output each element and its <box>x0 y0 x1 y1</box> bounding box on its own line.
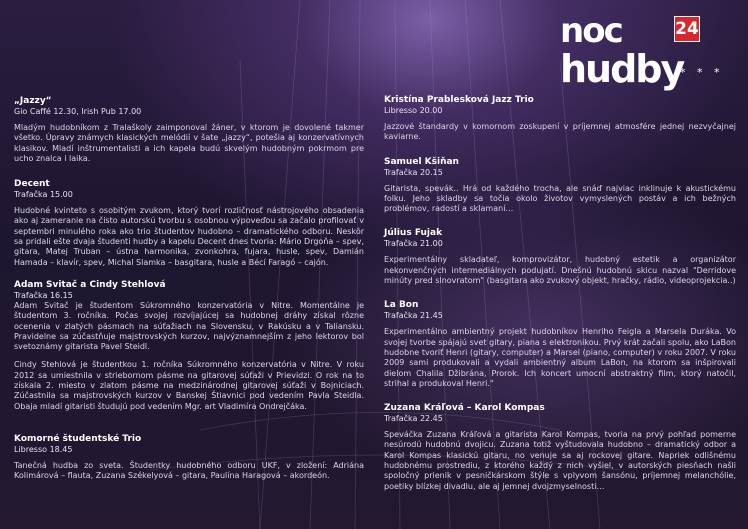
event-adam-svitac-cindy-stehlova <box>14 280 364 412</box>
event-venue-time: Libresso 20.00 <box>384 106 443 115</box>
event-description: Gitarista, spevák.. Hrá od každého trocha, ale snáď najviac inklinuje k akustickému folku. Jeho skladby sa točia okolo životov vymyslených postáv a ich bežných problémov, radostí a sklamaní… <box>384 183 736 214</box>
event-venue-time: Trafačka 15.00 <box>14 190 73 200</box>
right-program-column <box>384 95 736 492</box>
event-la-bon <box>384 300 736 389</box>
event-description: Mladým hudobníkom z Tralaškoly zaimponoval žáner, v ktorom je dovolené takmer všetko. Úpravy známych klasických melódií v šate „jazzy“, potešia aj konzervatívnych klasikov. Mladí inštrumentalisti a ich kapela budú skvelým hudobným pokrmom pre ucho znalca i laika. <box>14 123 364 163</box>
noc-hudby-logo <box>560 12 740 92</box>
event-description: Experimentálno ambientný projekt hudobníkov Henriho Feigla a Marsela Duráka. Vo svojej tvorbe spájajú svet gitary, piana s elektronikou. Prvý krát začali spolu, ako LaBon hudobne tvoriť Henri (gitary, computer) a Marsel (piano, computer) v roku 2007. V roku 2009 sami produkovali a vydali ambientný album LaBon, na ktorom sa inšpirovali dielom Chalila Džibrána, Prorok. Ich koncert umocní abstraktný film, ktorý natočil, strihal a produkoval Henri." <box>384 327 736 388</box>
event-description-2: Cindy Stehlová je študentkou 1. ročníka Súkromného konzervatória v Nitre. V roku 2012 sa umiestnila v striebornom pásme na gitarovej súťaži v Prievidzi. O rok na to získala 2. miesto v zlatom pásme na medzinárodnej gitarovej súťaži v Bojniciach. Zúčastnila sa majstrovských kurzov v Banskej Štiavnici pod vedením Pavla Steidla. Obaja mladí gitaristi študujú pod vedením Mgr. art Vladimíra Ondrejčáka. <box>14 360 364 411</box>
event-description: Hudobné kvinteto s osobitým zvukom, ktorý tvorí rozličnosť nástrojového obsadenia ako aj zameranie na čisto autorskú tvorbu s osobnou výpoveďou sa začalo profilovať v septembri minulého roka ako trio študentov hudobno – dramatického odboru. Neskôr sa pridali ešte dvaja študenti hudby a kapelu Decent dnes tvoria: Mário Drgoňa – spev, gitara, Matej Truban – ústna harmonika, zvonkohra, fujara, husle, spev, Damián Hamada – klavír, spev, Michal Slamka – basgitara, husle a Bécí Faragó – cajón. <box>14 206 364 267</box>
event-venue-time: Trafačka 22.45 <box>384 414 443 424</box>
left-program-column <box>14 96 364 482</box>
event-description: Adam Svitač je študentom Súkromného konzervatória v Nitre. Momentálne je študentom 3. ročníka. Počas svojej rozvíjajúcej sa hudobnej dráhy získal rôzne ocenenia v zlatých pásmach na súťažiach na Slovensku, v Rakúsku a v Taliansku. Pravidelne sa zúčastňuje majstrovských kurzov, najvýznamnejším z jeho lektorov bol svetoznámy gitarista Pavel Steidl. <box>14 300 364 352</box>
logo-word-hudby: hudby <box>560 47 684 91</box>
event-julius-fujak <box>384 228 736 286</box>
logo-word-noc: noc <box>560 11 622 51</box>
event-zuzana-kralova-karol-kompas <box>384 403 736 492</box>
event-venue-time: Gio Caffé 12.30, Irish Pub 17.00 <box>14 107 142 116</box>
event-title: Július Fujak <box>384 228 443 239</box>
event-venue-time: Trafačka 20.15 <box>384 167 443 177</box>
event-jazzy <box>14 96 364 164</box>
event-decent <box>14 179 364 268</box>
event-description: Speváčka Zuzana Kráľová a gitarista Karol Kompas, tvoria na prvý pohľad pomerne nesúrodú hudobnú dvojicu. Zuzana totiž vyštudovala hudobno – dramatický odbor a Karol Kompas klasickú gitaru, no venuje sa aj rockovej gitare. Napriek odlišnému hudobnému prostrediu, z ktorého každý z nich vyšiel, v autorských piesňach našli spoločný prienik v pesničkárskom štýle s vplyvom šansónu, príjemnej melanchólie, poetiky blízkej divadlu, ale aj jemnej dvojzmyselnosti… <box>384 430 736 491</box>
event-title: Kristína Prablesková Jazz Trio <box>384 95 534 105</box>
event-description: Tanečná hudba zo sveta. Študentky hudobného odboru UKF, v zložení: Adriána Kolimárová – flauta, Zuzana Székelyová – gitara, Paulína Haragová – akordeón. <box>14 460 364 481</box>
event-kristina-prableskova-jazz-trio <box>384 95 736 143</box>
event-description: Jazzové štandardy v komornom zoskupení v príjemnej atmosfére jednej nezvyčajnej kaviarne. <box>384 122 736 142</box>
event-title: La Bon <box>384 300 419 311</box>
event-title: Decent <box>14 179 50 190</box>
logo-badge-24: 24 <box>674 16 700 42</box>
event-samuel-ksinan <box>384 157 736 215</box>
event-title: Adam Svitač a Cindy Stehlová <box>14 279 166 290</box>
event-title: „Jazzy“ <box>14 96 52 106</box>
event-venue-time: Trafačka 16.15 <box>14 290 73 300</box>
event-title: Komorné študentské Trio <box>14 433 142 444</box>
event-komorne-studentske-trio <box>14 434 364 482</box>
event-title: Zuzana Kráľová – Karol Kompas <box>384 403 545 414</box>
logo-stars: * * * <box>680 66 724 79</box>
event-venue-time: Libresso 18.45 <box>14 444 73 454</box>
event-venue-time: Trafačka 21.00 <box>384 239 443 249</box>
event-description: Experimentálny skladateľ, komprovizátor, hudobný estetik a organizátor nekonvenčných intermediálnych podujatí. Dnešnú hudobnú skicu nazval "Derridove minúty pred slnovratom" (basgitara ako zvukový objekt, hračky, rádio, videoprojekcia..) <box>384 255 736 286</box>
event-title: Samuel Kšiňan <box>384 156 459 167</box>
event-venue-time: Trafačka 21.45 <box>384 311 443 321</box>
